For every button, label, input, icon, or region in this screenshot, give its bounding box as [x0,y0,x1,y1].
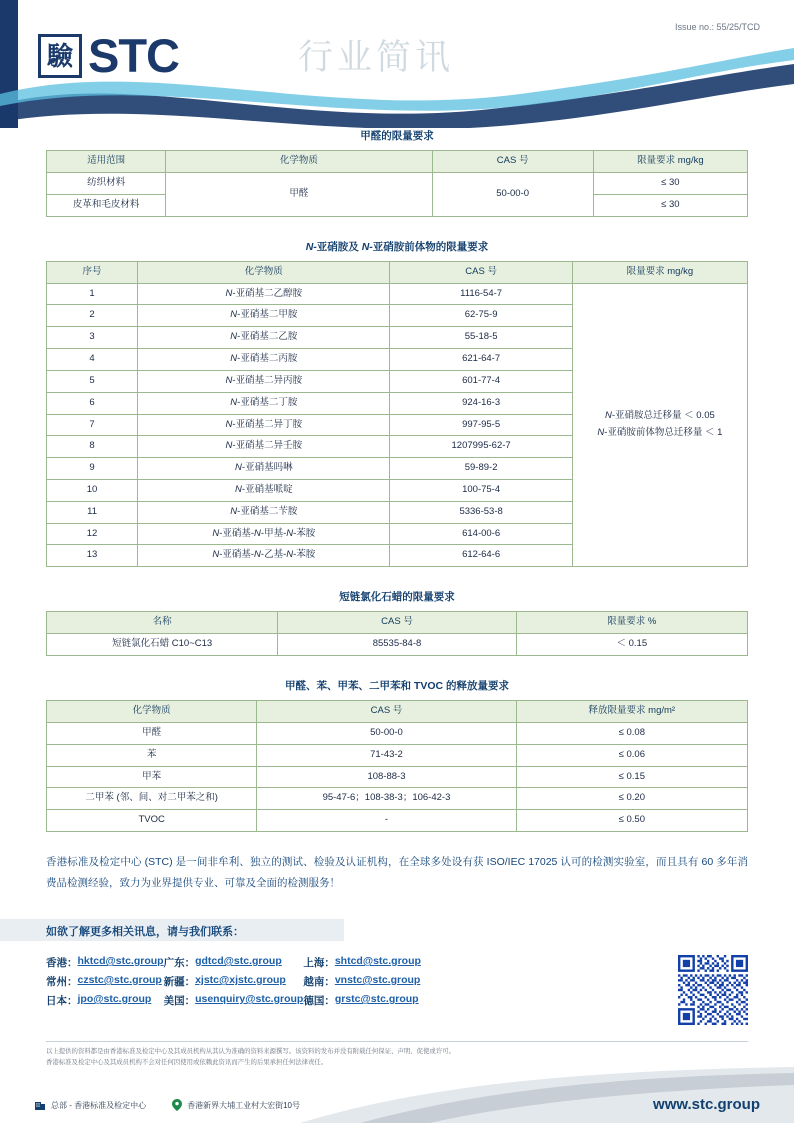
section-title: 甲醛的限量要求 [360,130,434,142]
cell-cas: 62-75-9 [390,305,572,327]
column-header: 限量要求 % [516,612,747,634]
italic-n: N [361,240,370,253]
column-header: 化学物质 [47,701,257,723]
contact-email-link[interactable]: czstc@stc.group [77,974,162,986]
contact-label: 新疆： [163,976,196,988]
logo-mark-icon: 驗 [38,34,82,78]
cell-scope: 纺织材料 [47,173,166,195]
cell-index: 8 [47,436,138,458]
section-nitrosamines [46,239,748,568]
contact-email-link[interactable]: jpo@stc.group [77,993,152,1005]
table-row [47,723,748,745]
cell-cas: 100-75-4 [390,479,572,501]
cell-limit: ≤ 0.06 [516,744,747,766]
contact-email-link[interactable]: xjstc@xjstc.group [195,974,286,986]
cell-name: 短链氯化石蜡 C10~C13 [47,634,278,656]
cell-cas: 601-77-4 [390,370,572,392]
page-header [0,0,794,128]
contact-email-link[interactable]: vnstc@stc.group [334,974,421,986]
stc-logo [38,29,179,82]
cell-substance: N-亚硝基吗啉 [138,458,390,480]
table-header-row [47,612,748,634]
contact-email-link[interactable]: gdtcd@stc.group [195,955,282,967]
table-row [47,810,748,832]
cell-cas: 1116-54-7 [390,283,572,305]
cell-index: 7 [47,414,138,436]
contact-email-link[interactable]: grstc@stc.group [334,993,419,1005]
cell-substance: N-亚硝基二异丁胺 [138,414,390,436]
contact-label: 常州： [46,976,78,988]
section-title: 短链氯化石蜡的限量要求 [339,591,455,604]
contact-label: 美国： [163,995,196,1007]
cell-limit: ≤ 0.15 [516,766,747,788]
section-emissions [46,678,748,832]
company-intro: 香港标准及检定中心 (STC) 是一间非牟利、独立的测试、检验及认证机构，在全球多处设有获 ISO/IEC 17025 认可的检测实验室，而且具有 60 多年消费品检测经验，致力为业界提供专业、可靠及全面的检测服务！ [46,856,748,889]
column-header: 限量要求 mg/kg [572,261,747,283]
italic-n: N [305,240,314,253]
section-formaldehyde [46,128,748,217]
section-sccp [46,589,748,656]
table-header-row [47,151,748,173]
building-icon [34,1099,46,1111]
cell-cas: 924-16-3 [390,392,572,414]
table-row [47,634,748,656]
cell-substance: N-亚硝基哌啶 [138,479,390,501]
cell-index: 9 [47,458,138,480]
cell-limit: ≤ 0.20 [516,788,747,810]
contact-label: 德国： [303,995,335,1007]
contact-heading-text: 如欲了解更多相关讯息，请与我们联系： [46,926,244,938]
table-formaldehyde [46,150,748,217]
cell-cas: 50-00-0 [432,173,593,217]
column-header: 序号 [47,261,138,283]
cell-limit: ≤ 0.50 [516,810,747,832]
section-title [46,239,748,254]
footer-contact-items [34,1099,326,1111]
cell-substance: 甲醛 [47,723,257,745]
cell-substance: N-亚硝基二丙胺 [138,349,390,371]
footer-website-url[interactable]: www.stc.group [653,1096,760,1113]
issue-number: Issue no.: 55/25/TCD [674,22,760,32]
contact-row [46,953,421,972]
cell-cas: 108-88-3 [257,766,516,788]
cell-substance: N-亚硝基二苄胺 [138,501,390,523]
cell-index: 1 [47,283,138,305]
disclaimer-line-1: 以上提供的资料都是由香港标准及检定中心及其成员机构从其认为准确的资料来源撰写。该资料的发布并没有附载任何保证、声明、促使或许可。 [46,1048,455,1055]
cell-limit: ＜ 0.15 [516,634,747,656]
footer-address-item [172,1099,300,1111]
cell-substance: N-亚硝基二乙醇胺 [138,283,390,305]
cell-substance: N-亚硝基-N-甲基-N-苯胺 [138,523,390,545]
section-title-rest2: -亚硝胺前体物的限量要求 [369,240,489,253]
section-title-rest: -亚硝胺及 [313,240,362,253]
cell-scope: 皮革和毛皮材料 [47,194,166,216]
table-header-row [47,701,748,723]
cell-index: 11 [47,501,138,523]
cell-index: 13 [47,545,138,567]
cell-index: 2 [47,305,138,327]
cell-substance: TVOC [47,810,257,832]
footer-hq-text: 总部 - 香港标准及检定中心 [51,1100,147,1110]
cell-substance: N-亚硝基二异丙胺 [138,370,390,392]
cell-cas: 612-64-6 [390,545,572,567]
column-header: CAS 号 [432,151,593,173]
section-title: 甲醛、苯、甲苯、二甲苯和 TVOC 的释放量要求 [284,680,509,692]
qr-code-icon [678,955,748,1025]
limit-note-line-2: N-亚硝胺前体物总迁移量 ＜ 1 [597,426,723,438]
cell-cas: - [257,810,516,832]
contact-label: 日本： [46,995,78,1007]
column-header: 化学物质 [138,261,390,283]
cell-substance: N-亚硝基二异壬胺 [138,436,390,458]
cell-limit: ≤ 0.08 [516,723,747,745]
table-sccp [46,611,748,656]
column-header: 适用范围 [47,151,166,173]
cell-limit-note [572,283,747,567]
table-nitrosamines [46,261,748,568]
cell-substance: 甲醛 [166,173,432,217]
cell-limit: ≤ 30 [593,194,747,216]
footer-hq-item [34,1099,146,1111]
column-header: CAS 号 [278,612,516,634]
cell-index: 5 [47,370,138,392]
contact-table [46,953,421,1010]
cell-cas: 50-00-0 [257,723,516,745]
location-pin-icon [172,1099,182,1111]
column-header: 释放限量要求 mg/m² [516,701,747,723]
table-header-row [47,261,748,283]
footer-decoration [0,1065,794,1123]
contact-label: 越南： [303,976,335,988]
cell-limit: ≤ 30 [593,173,747,195]
footer-address-text: 香港新界大埔工业村大宏街10号 [187,1100,301,1110]
cell-substance: N-亚硝基二乙胺 [138,327,390,349]
cell-substance: N-亚硝基二甲胺 [138,305,390,327]
cell-cas: 997-95-5 [390,414,572,436]
cell-index: 4 [47,349,138,371]
column-header: 化学物质 [166,151,432,173]
cell-substance: N-亚硝基-N-乙基-N-苯胺 [138,545,390,567]
cell-cas: 614-00-6 [390,523,572,545]
cell-substance: 二甲苯 (邻、间、对二甲苯之和) [47,788,257,810]
page-title: 行业简讯 [298,38,455,77]
contact-heading [0,919,794,941]
disclaimer-line-2: 香港标准及检定中心及其成员机构不会对任何因使用或依赖此资讯而产生的后果承担任何法律责任。 [46,1058,328,1066]
column-header: CAS 号 [257,701,516,723]
cell-cas: 85535-84-8 [278,634,516,656]
cell-cas: 59-89-2 [390,458,572,480]
contact-row [46,972,421,991]
table-row [47,173,748,195]
cell-index: 6 [47,392,138,414]
cell-cas: 5336-53-8 [390,501,572,523]
logo-wordmark: STC [88,29,179,82]
document-body [0,128,794,1069]
contact-label: 香港： [46,957,78,969]
table-row [47,283,748,305]
cell-cas: 621-64-7 [390,349,572,371]
cell-index: 3 [47,327,138,349]
contact-label: 上海： [303,957,335,969]
contact-email-link[interactable]: shtcd@stc.group [334,955,421,967]
contact-email-link[interactable]: usenquiry@stc.group [195,993,304,1005]
cell-cas: 95-47-6；108-38-3；106-42-3 [257,788,516,810]
contact-list [46,953,748,1025]
table-emissions [46,700,748,832]
column-header: 名称 [47,612,278,634]
cell-index: 10 [47,479,138,501]
table-row [47,788,748,810]
contact-label: 广东： [163,957,196,969]
column-header: CAS 号 [390,261,572,283]
cell-substance: N-亚硝基二丁胺 [138,392,390,414]
cell-cas: 1207995-62-7 [390,436,572,458]
table-row [47,744,748,766]
cell-index: 12 [47,523,138,545]
table-row [47,766,748,788]
limit-note-line-1: N-亚硝胺总迁移量 ＜ 0.05 [604,410,715,422]
cell-cas: 55-18-5 [390,327,572,349]
cell-cas: 71-43-2 [257,744,516,766]
cell-substance: 苯 [47,744,257,766]
cell-substance: 甲苯 [47,766,257,788]
contact-row [46,991,421,1010]
column-header: 限量要求 mg/kg [593,151,747,173]
contact-email-link[interactable]: hktcd@stc.group [77,955,164,967]
page-footer [0,1065,794,1123]
